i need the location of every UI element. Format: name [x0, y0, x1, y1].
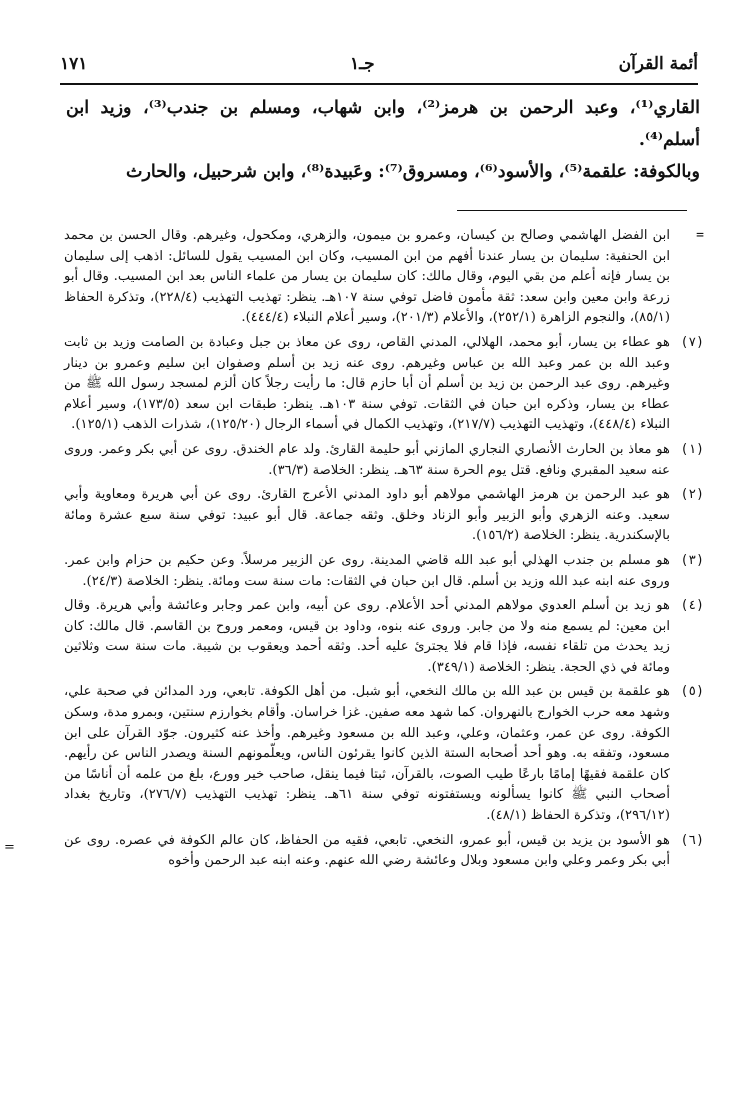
page-number: ١٧١: [60, 54, 88, 74]
footnote-number: (٧): [680, 334, 704, 350]
main-paragraph-1: القاري⁽¹⁾، وعبد الرحمن بن هرمز⁽²⁾، وابن شهاب، ومسلم بن جندب⁽³⁾، وزيد ابن أسلم⁽⁴⁾.: [66, 98, 701, 150]
header-rule: [60, 83, 698, 85]
footnote: [64, 440, 704, 481]
footnote-number: (٤): [680, 598, 704, 614]
continuation-mark: =: [4, 840, 15, 855]
footnote-text: هو الأسود بن يزيد بن قيس، أبو عمرو، النخعي. تابعي، فقيه من الحفاظ، كان عالم الكوفة في عصره. روى عن أبي بكر وعمر وعلي وابن مسعود وبلال وعائشة رضي الله عنهم. وعنه ابنه عبد الرحمن وأخوه: [64, 832, 670, 869]
footnote-text: هو عبد الرحمن بن هرمز الهاشمي مولاهم أبو داود المدني الأعرج القارئ. روى عن أبي هريرة ومعاوية وأبي سعيد. وعنه الزهري وأبو الزبير وأبو الزناد وخلق. وثقه جماعة. قال أبو عبيد: توفي سنة سبع عشرة ومائة بالإسكندرية. ينظر: الخلاصة (١٥٦/٢).: [64, 487, 670, 544]
running-title: أئمة القرآن: [618, 54, 698, 74]
footnote: [64, 226, 704, 329]
footnote: [64, 682, 704, 826]
main-paragraph-2: وبالكوفة: علقمة⁽⁵⁾، والأسود⁽⁶⁾، ومسروق⁽⁷⁾: وعَبيدة⁽⁸⁾، وابن شرحبيل، والحارث: [126, 162, 700, 182]
footnote-text: هو مسلم بن جندب الهذلي أبو عبد الله قاضي المدينة. روى عن الزبير مرسلاً. وعن حكيم بن حزام وابن عمر. وروى عنه ابنه عبد الله وزيد بن أسلم. قال ابن حبان في الثقات: مات سنة ست ومائة. ينظر: الخلاصة (٢٤/٣).: [64, 552, 670, 589]
page-header: [60, 52, 698, 86]
footnote-text: هو معاذ بن الحارث الأنصاري النجاري المازني أبو حليمة القارئ. ولد عام الخندق. روى عن أبي بكر وعمر. وروى عنه سعيد المقبري ونافع. قتل يوم الحرة سنة ٦٣هـ. ينظر: الخلاصة (٣٦/٣).: [64, 441, 670, 478]
footnote-text: هو زيد بن أسلم العدوي مولاهم المدني أحد الأعلام. روى عن أبيه، وابن عمر وجابر وعائشة وأبي هريرة. وقال ابن معين: لم يسمع منه ولا من جابر. وروى عنه بنوه، وداود بن قيس، ومعمر وروح بن القاسم. قال مالك: كان زيد يحدث من تلقاء نفسه، فإذا قام فلا يجترئ عليه أحد. وثقه أحمد ويعقوب بن شيبة. مات سنة ست وثلاثين ومائة في ذي الحجة. ينظر: الخلاصة (٣٤٩/١).: [64, 598, 670, 675]
footnote-separator: [457, 210, 687, 211]
volume-label: جـ١: [350, 54, 375, 74]
footnote: [64, 551, 704, 592]
footnote-text: ابن الفضل الهاشمي وصالح بن كيسان، وعمرو بن ميمون، والزهري، ومكحول، وغيرهم. وقال الحسن بن محمد ابن الحنفية: سليمان بن يسار عندنا أفهم من ابن المسيب، وكان ابن المسيب يقول للسائل: اذهب إلى سليمان بن يسار فإنه أعلم من بقي اليوم، وقال مالك: كان سليمان بن يسار من علماء الناس بعد ابن المسيب. وقال أبو زرعة وابن معين وابن سعد: ثقة مأمون فاضل توفي سنة ١٠٧هـ. ينظر: تهذيب التهذيب (٢٢٨/٤)، وتذكرة الحفاظ (٨٥/١)، والنجوم الزاهرة (٢٥٢/١)، والأعلام (٢٠١/٣)، وسير أعلام النبلاء (٤٤٤/٤).: [64, 228, 670, 326]
footnote-text: هو عطاء بن يسار، أبو محمد، الهلالي، المدني القاص، روى عن معاذ بن جبل وعبادة بن الصامت وزيد بن ثابت وعبد الله بن عمر وعبد الله بن عباس وغيرهم. روى عنه زيد بن أسلم وصفوان ابن سليم وعمرو بن دينار وغيرهم. روى عبد الرحمن بن زيد بن أسلم أن أبا حازم قال: ما رأيت رجلاً كان ألزم لمسجد رسول الله ﷺ من عطاء بن يسار، وذكره ابن حبان في الثقات. توفي سنة ١٠٣هـ. ينظر: طبقات ابن سعد (١٧٣/٥)، وسير أعلام النبلاء (٤٤٨/٤)، وتهذيب التهذيب (٢١٧/٧)، وتهذيب الكمال في أسماء الرجال (١٢٥/٢٠)، شذرات الذهب (١٢٥/١).: [64, 334, 671, 433]
main-text: [66, 92, 700, 188]
footnote: [64, 831, 704, 872]
footnote-number: (٣): [680, 552, 704, 568]
footnote: [64, 333, 704, 436]
footnotes: [64, 226, 704, 876]
footnote-number: (٢): [680, 487, 704, 503]
footnote-number: (١): [680, 441, 704, 457]
footnote: [64, 485, 704, 547]
footnote-number: =: [696, 228, 704, 243]
footnote-number: (٥): [680, 684, 704, 700]
footnote-number: (٦): [680, 832, 704, 848]
footnote: [64, 596, 704, 678]
footnote-text: هو علقمة بن قيس بن عبد الله بن مالك النخعي، أبو شبل. من أهل الكوفة. تابعي، ورد المدائن في صحبة علي، وشهد معه حرب الخوارج بالنهروان. كما شهد معه صفين. غزا خراسان. وأقام بخوارزم سنتين، وبمرو مدة، وسكن الكوفة. روى عن عمر، وعثمان، وعلي، وعبد الله بن مسعود وغيرهم. وأخذ عنه كثيرون. جوّد القرآن على ابن مسعود، وتفقه به. وهو أحد أصحابه الستة الذين كانوا يقرئون الناس، ويعلّمونهم السنة ويصدر الناس عن رأيهم. كان علقمة فقيهًا إمامًا بارعًا طيب الصوت، بالقرآن، ثبتا فيما ينقل، صاحب خير وورع، بلغ من علمه أن أناسًا من أصحاب النبي ﷺ كانوا يسألونه ويستفتونه توفي سنة ٦١هـ. ينظر: تهذيب التهذيب (٢٧٦/٧)، وتاريخ بغداد (٢٩٦/١٢)، وتذكرة الحفاظ (٤٨/١).: [64, 684, 670, 824]
